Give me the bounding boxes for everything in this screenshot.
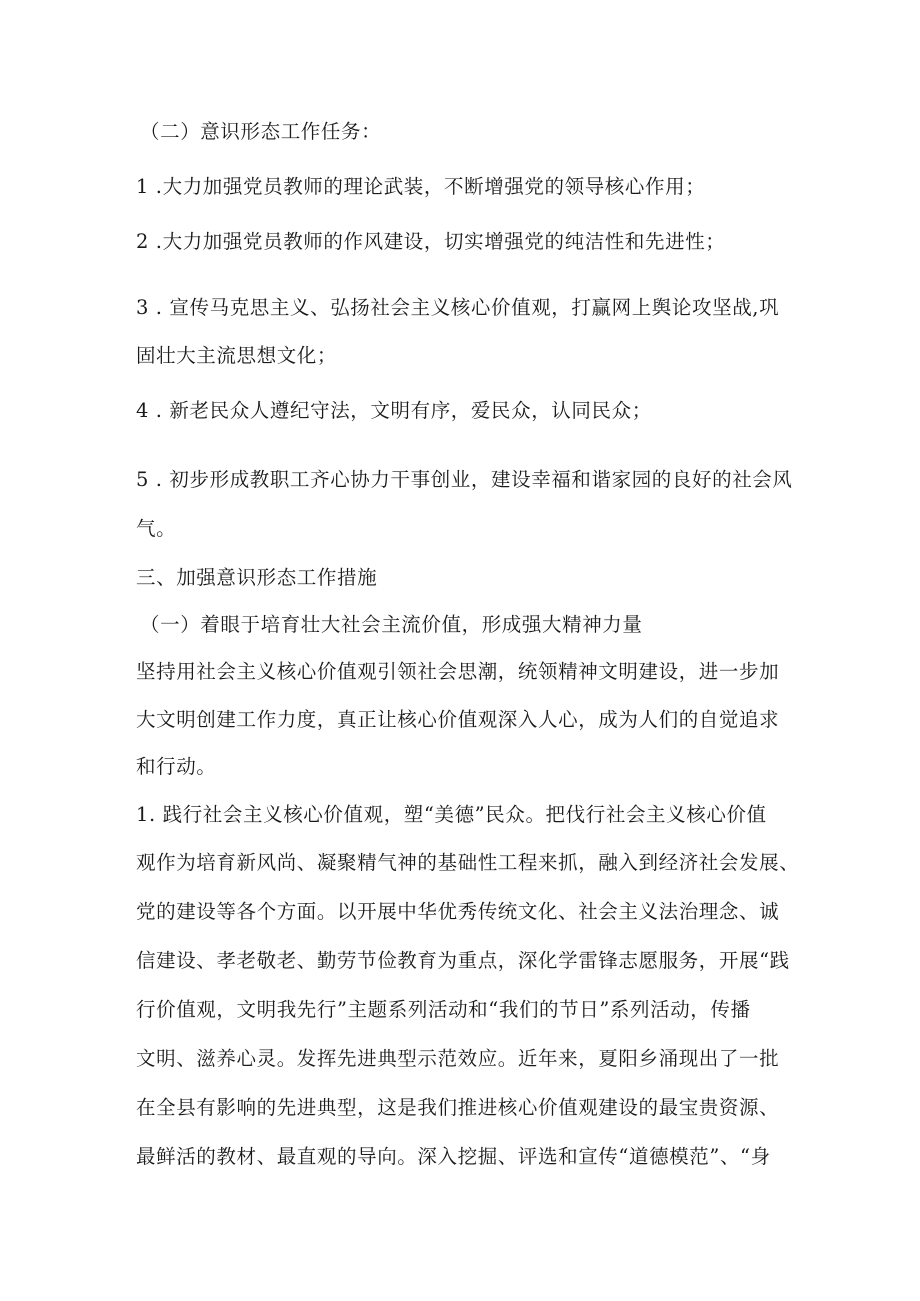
paragraph-line: 观作为培育新风尚、凝聚精气神的基础性工程来抓，融入到经济社会发展、 [136, 851, 800, 874]
paragraph-line: 坚持用社会主义核心价值观引领社会思潮，统领精神文明建设，进一步加 [136, 660, 780, 683]
task-item-3-line-1: 3 . 宣传马克思主义、弘扬社会主义核心价值观，打赢网上舆论攻坚战,巩 [136, 296, 780, 319]
paragraph-line: 在全县有影响的先进典型，这是我们推进核心价值观建设的最宝贵资源、 [136, 1096, 780, 1119]
paragraph-line: 党的建设等各个方面。以开展中华优秀传统文化、社会主义法治理念、诚 [136, 900, 780, 923]
task-item-1: 1 .大力加强党员教师的理论武装，不断增强党的领导核心作用； [136, 175, 706, 198]
task-item-4: 4 . 新老民众人遵纪守法，文明有序，爱民众，认同民众； [136, 399, 652, 422]
section-heading-tasks: （二）意识形态工作任务： [140, 120, 382, 143]
paragraph-line: 大文明创建工作力度，真正让核心价值观深入人心，成为人们的自觉追求 [136, 708, 780, 731]
task-item-5-line-1: 5 . 初步形成教职工齐心协力干事创业，建设幸福和谐家园的良好的社会风 [136, 468, 793, 491]
paragraph-line: 信建设、孝老敬老、勤劳节俭教育为重点，深化学雷锋志愿服务，开展“践 [136, 949, 790, 972]
paragraph-line: 行价值观，文明我先行”主题系列活动和“我们的节日”系列活动，传播 [136, 998, 751, 1021]
task-item-2: 2 .大力加强党员教师的作风建设，切实增强党的纯洁性和先进性； [136, 230, 726, 253]
section-heading-measures: 三、加强意识形态工作措施 [136, 566, 378, 589]
task-item-3-line-2: 固壮大主流思想文化； [136, 344, 338, 367]
task-item-5-line-2: 气。 [136, 517, 177, 540]
paragraph-line: 最鲜活的教材、最直观的导向。深入挖掘、评选和宣传“道德模范”、“身 [136, 1145, 771, 1168]
subsection-heading-1: （一）着眼于培育壮大社会主流价值，形成强大精神力量 [140, 613, 643, 636]
paragraph-line: 和行动。 [136, 755, 217, 778]
paragraph-line: 文明、滋养心灵。发挥先进典型示范效应。近年来，夏阳乡涌现出了一批 [136, 1047, 780, 1070]
paragraph-line: 1. 践行社会主义核心价值观，塑“美德”民众。把伐行社会主义核心价值 [136, 803, 767, 826]
